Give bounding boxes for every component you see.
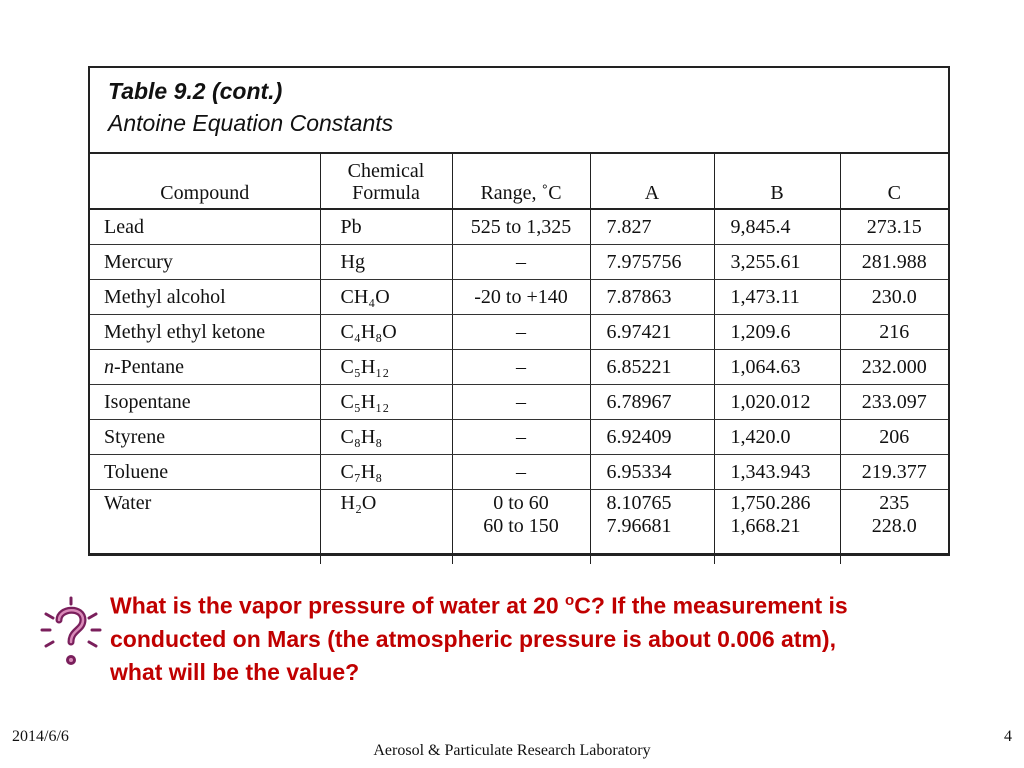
table-number: Table 9.2 (cont.): [108, 78, 283, 104]
cell-c-2: 228.0: [871, 515, 917, 537]
col-header-formula-line2: Formula: [352, 182, 420, 204]
cell-compound: Lead: [90, 209, 320, 245]
cell-formula: C₅H₁₂: [320, 385, 452, 420]
cell-c-1: 235: [879, 492, 910, 514]
cell-b: [714, 490, 840, 565]
cell-compound: Mercury: [90, 245, 320, 280]
cell-range: –: [452, 315, 590, 350]
cell-formula: Hg: [320, 245, 452, 280]
degree-symbol: o: [565, 592, 575, 609]
footer-lab-name: Aerosol & Particulate Research Laboratory: [373, 742, 651, 759]
cell-c: 216: [840, 315, 948, 350]
col-header-b: B: [714, 154, 840, 209]
cell-c: 233.097: [840, 385, 948, 420]
cell-compound: Isopentane: [90, 385, 320, 420]
cell-b: 1,343.943: [714, 455, 840, 490]
table-row: [90, 245, 948, 280]
cell-b: 1,473.11: [714, 280, 840, 315]
cell-range: –: [452, 245, 590, 280]
col-header-compound: Compound: [90, 154, 320, 209]
cell-a: [590, 490, 714, 565]
cell-b: 1,209.6: [714, 315, 840, 350]
cell-range-2: 60 to 150: [483, 515, 559, 537]
cell-a-2: 7.96681: [606, 515, 672, 537]
table-row: [90, 455, 948, 490]
antoine-table-frame: [88, 66, 950, 556]
col-header-c: C: [840, 154, 948, 209]
cell-c: 281.988: [840, 245, 948, 280]
cell-range: -20 to +140: [452, 280, 590, 315]
cell-b: 1,020.012: [714, 385, 840, 420]
cell-a: 6.78967: [590, 385, 714, 420]
cell-b: 3,255.61: [714, 245, 840, 280]
cell-b: 1,420.0: [714, 420, 840, 455]
italic-prefix: n: [104, 355, 114, 378]
table-row-water: [90, 490, 948, 565]
cell-a: 7.827: [590, 209, 714, 245]
cell-c: 206: [840, 420, 948, 455]
question-part2: C? If the measurement is conducted on Mars (the atmospheric pressure is about 0.006 atm), what will be the value?: [110, 592, 848, 685]
cell-a: 7.87863: [590, 280, 714, 315]
cell-compound: [90, 350, 320, 385]
question-mark-icon: [40, 596, 102, 672]
cell-formula: CH₄O: [320, 280, 452, 315]
cell-a: 6.95334: [590, 455, 714, 490]
cell-formula: C₈H₈: [320, 420, 452, 455]
cell-compound: Styrene: [90, 420, 320, 455]
cell-compound: Methyl alcohol: [90, 280, 320, 315]
col-header-formula: [320, 154, 452, 209]
table-title: Antoine Equation Constants: [108, 110, 394, 136]
page-number: 4: [1004, 728, 1012, 745]
cell-compound: Water: [90, 490, 320, 565]
cell-range: –: [452, 350, 590, 385]
col-header-a: A: [590, 154, 714, 209]
table-caption: [90, 68, 948, 154]
compound-name-rest: -Pentane: [114, 355, 184, 378]
cell-a: 7.975756: [590, 245, 714, 280]
cell-range: [452, 490, 590, 565]
cell-b: 9,845.4: [714, 209, 840, 245]
table-row: [90, 280, 948, 315]
cell-a: 6.92409: [590, 420, 714, 455]
cell-b-2: 1,668.21: [730, 515, 801, 537]
cell-a: 6.85221: [590, 350, 714, 385]
table-header-row: [90, 154, 948, 209]
table-row: [90, 350, 948, 385]
table-row: [90, 315, 948, 350]
table-row: [90, 385, 948, 420]
cell-formula: C₅H₁₂: [320, 350, 452, 385]
antoine-constants-table: [90, 154, 948, 564]
cell-c: 273.15: [840, 209, 948, 245]
col-header-range: Range, ˚C: [452, 154, 590, 209]
table-row: [90, 420, 948, 455]
cell-a-1: 8.10765: [606, 492, 672, 514]
question-part1: What is the vapor pressure of water at 20: [110, 592, 566, 619]
cell-compound: Methyl ethyl ketone: [90, 315, 320, 350]
col-header-formula-line1: Chemical: [347, 160, 425, 182]
footer-date: 2014/6/6: [12, 728, 69, 745]
cell-range: 525 to 1,325: [452, 209, 590, 245]
cell-formula: Pb: [320, 209, 452, 245]
cell-c: [840, 490, 948, 565]
cell-c: 230.0: [840, 280, 948, 315]
cell-c: 219.377: [840, 455, 948, 490]
cell-c: 232.000: [840, 350, 948, 385]
cell-b: 1,064.63: [714, 350, 840, 385]
question-text: [110, 584, 870, 689]
table-row: [90, 209, 948, 245]
cell-a: 6.97421: [590, 315, 714, 350]
cell-formula: C₇H₈: [320, 455, 452, 490]
cell-b-1: 1,750.286: [730, 492, 811, 514]
cell-range: –: [452, 385, 590, 420]
cell-range: –: [452, 420, 590, 455]
cell-range: –: [452, 455, 590, 490]
cell-compound: Toluene: [90, 455, 320, 490]
cell-range-1: 0 to 60: [493, 492, 549, 514]
cell-formula: H₂O: [320, 490, 452, 565]
cell-formula: C₄H₈O: [320, 315, 452, 350]
